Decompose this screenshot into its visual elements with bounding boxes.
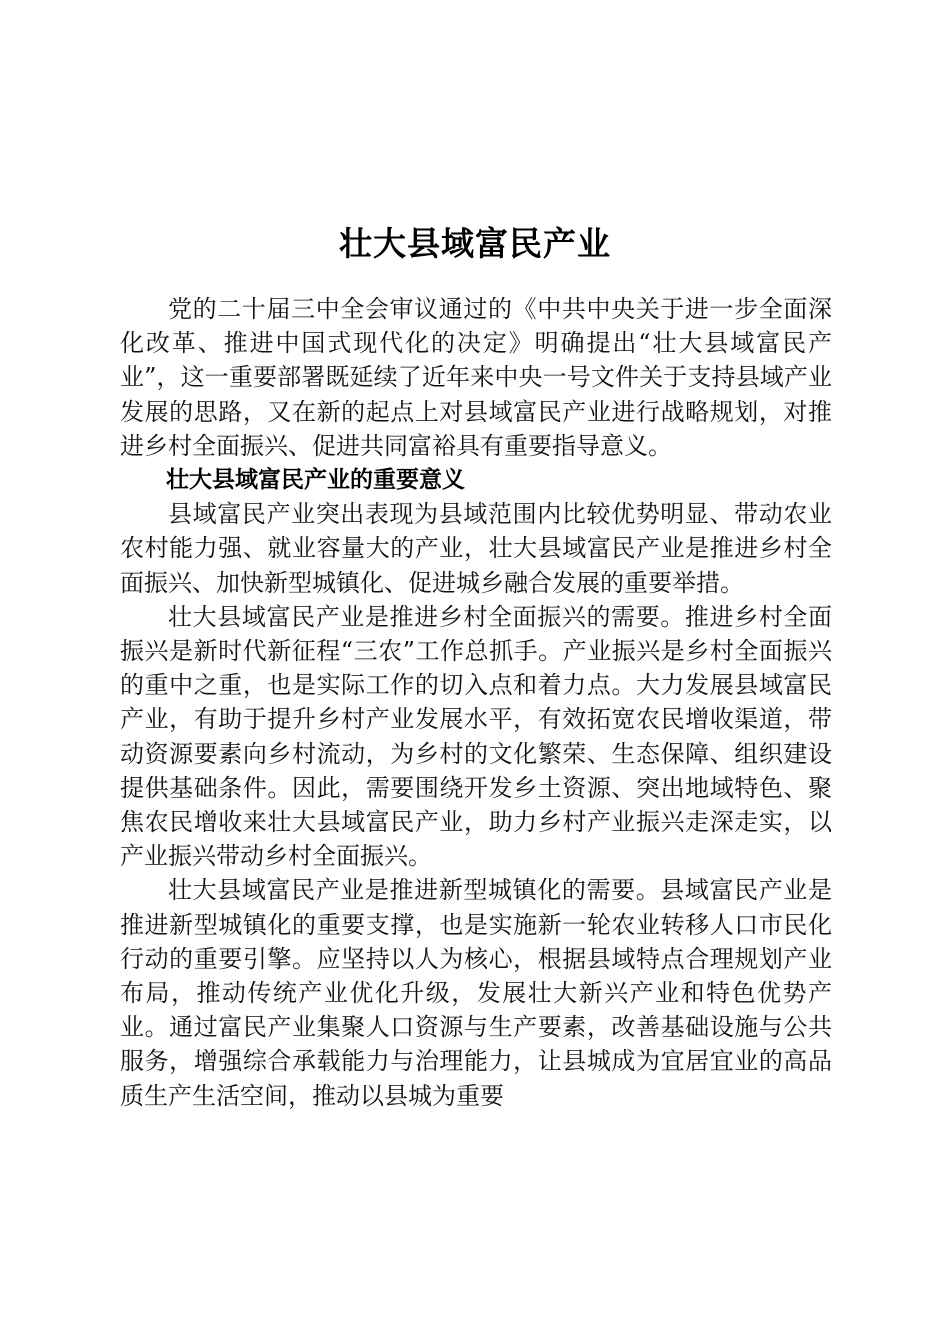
body-paragraph: 县域富民产业突出表现为县域范围内比较优势明显、带动农业农村能力强、就业容量大的产业，壮大县域富民产业是推进乡村全面振兴、加快新型城镇化、促进城乡融合发展的重要举措。	[120, 500, 832, 597]
section-heading: 壮大县域富民产业的重要意义	[166, 467, 465, 494]
intro-paragraph: 党的二十届三中全会审议通过的《中共中央关于进一步全面深化改革、推进中国式现代化的决定》明确提出“壮大县域富民产业”，这一重要部署既延续了近年来中央一号文件关于支持县域产业发展的思路，又在新的起点上对县域富民产业进行战略规划，对推进乡村全面振兴、促进共同富裕具有重要指导意义。	[120, 295, 832, 460]
body-paragraph: 壮大县域富民产业是推进新型城镇化的需要。县域富民产业是推进新型城镇化的重要支撑，也是实施新一轮农业转移人口市民化行动的重要引擎。应坚持以人为核心，根据县域特点合理规划产业布局，推动传统产业优化升级，发展壮大新兴产业和特色优势产业。通过富民产业集聚人口资源与生产要素，改善基础设施与公共服务，增强综合承载能力与治理能力，让县城成为宜居宜业的高品质生产生活空间，推动以县城为重要	[120, 876, 832, 1110]
document-title: 壮大县域富民产业	[339, 224, 611, 264]
body-paragraph: 壮大县域富民产业是推进乡村全面振兴的需要。推进乡村全面振兴是新时代新征程“三农”工作总抓手。产业振兴是乡村全面振兴的重中之重，也是实际工作的切入点和着力点。大力发展县域富民产业，有助于提升乡村产业发展水平，有效拓宽农民增收渠道，带动资源要素向乡村流动，为乡村的文化繁荣、生态保障、组织建设提供基础条件。因此，需要围绕开发乡土资源、突出地域特色、聚焦农民增收来壮大县域富民产业，助力乡村产业振兴走深走实，以产业振兴带动乡村全面振兴。	[120, 602, 832, 871]
document-body	[120, 292, 832, 1113]
